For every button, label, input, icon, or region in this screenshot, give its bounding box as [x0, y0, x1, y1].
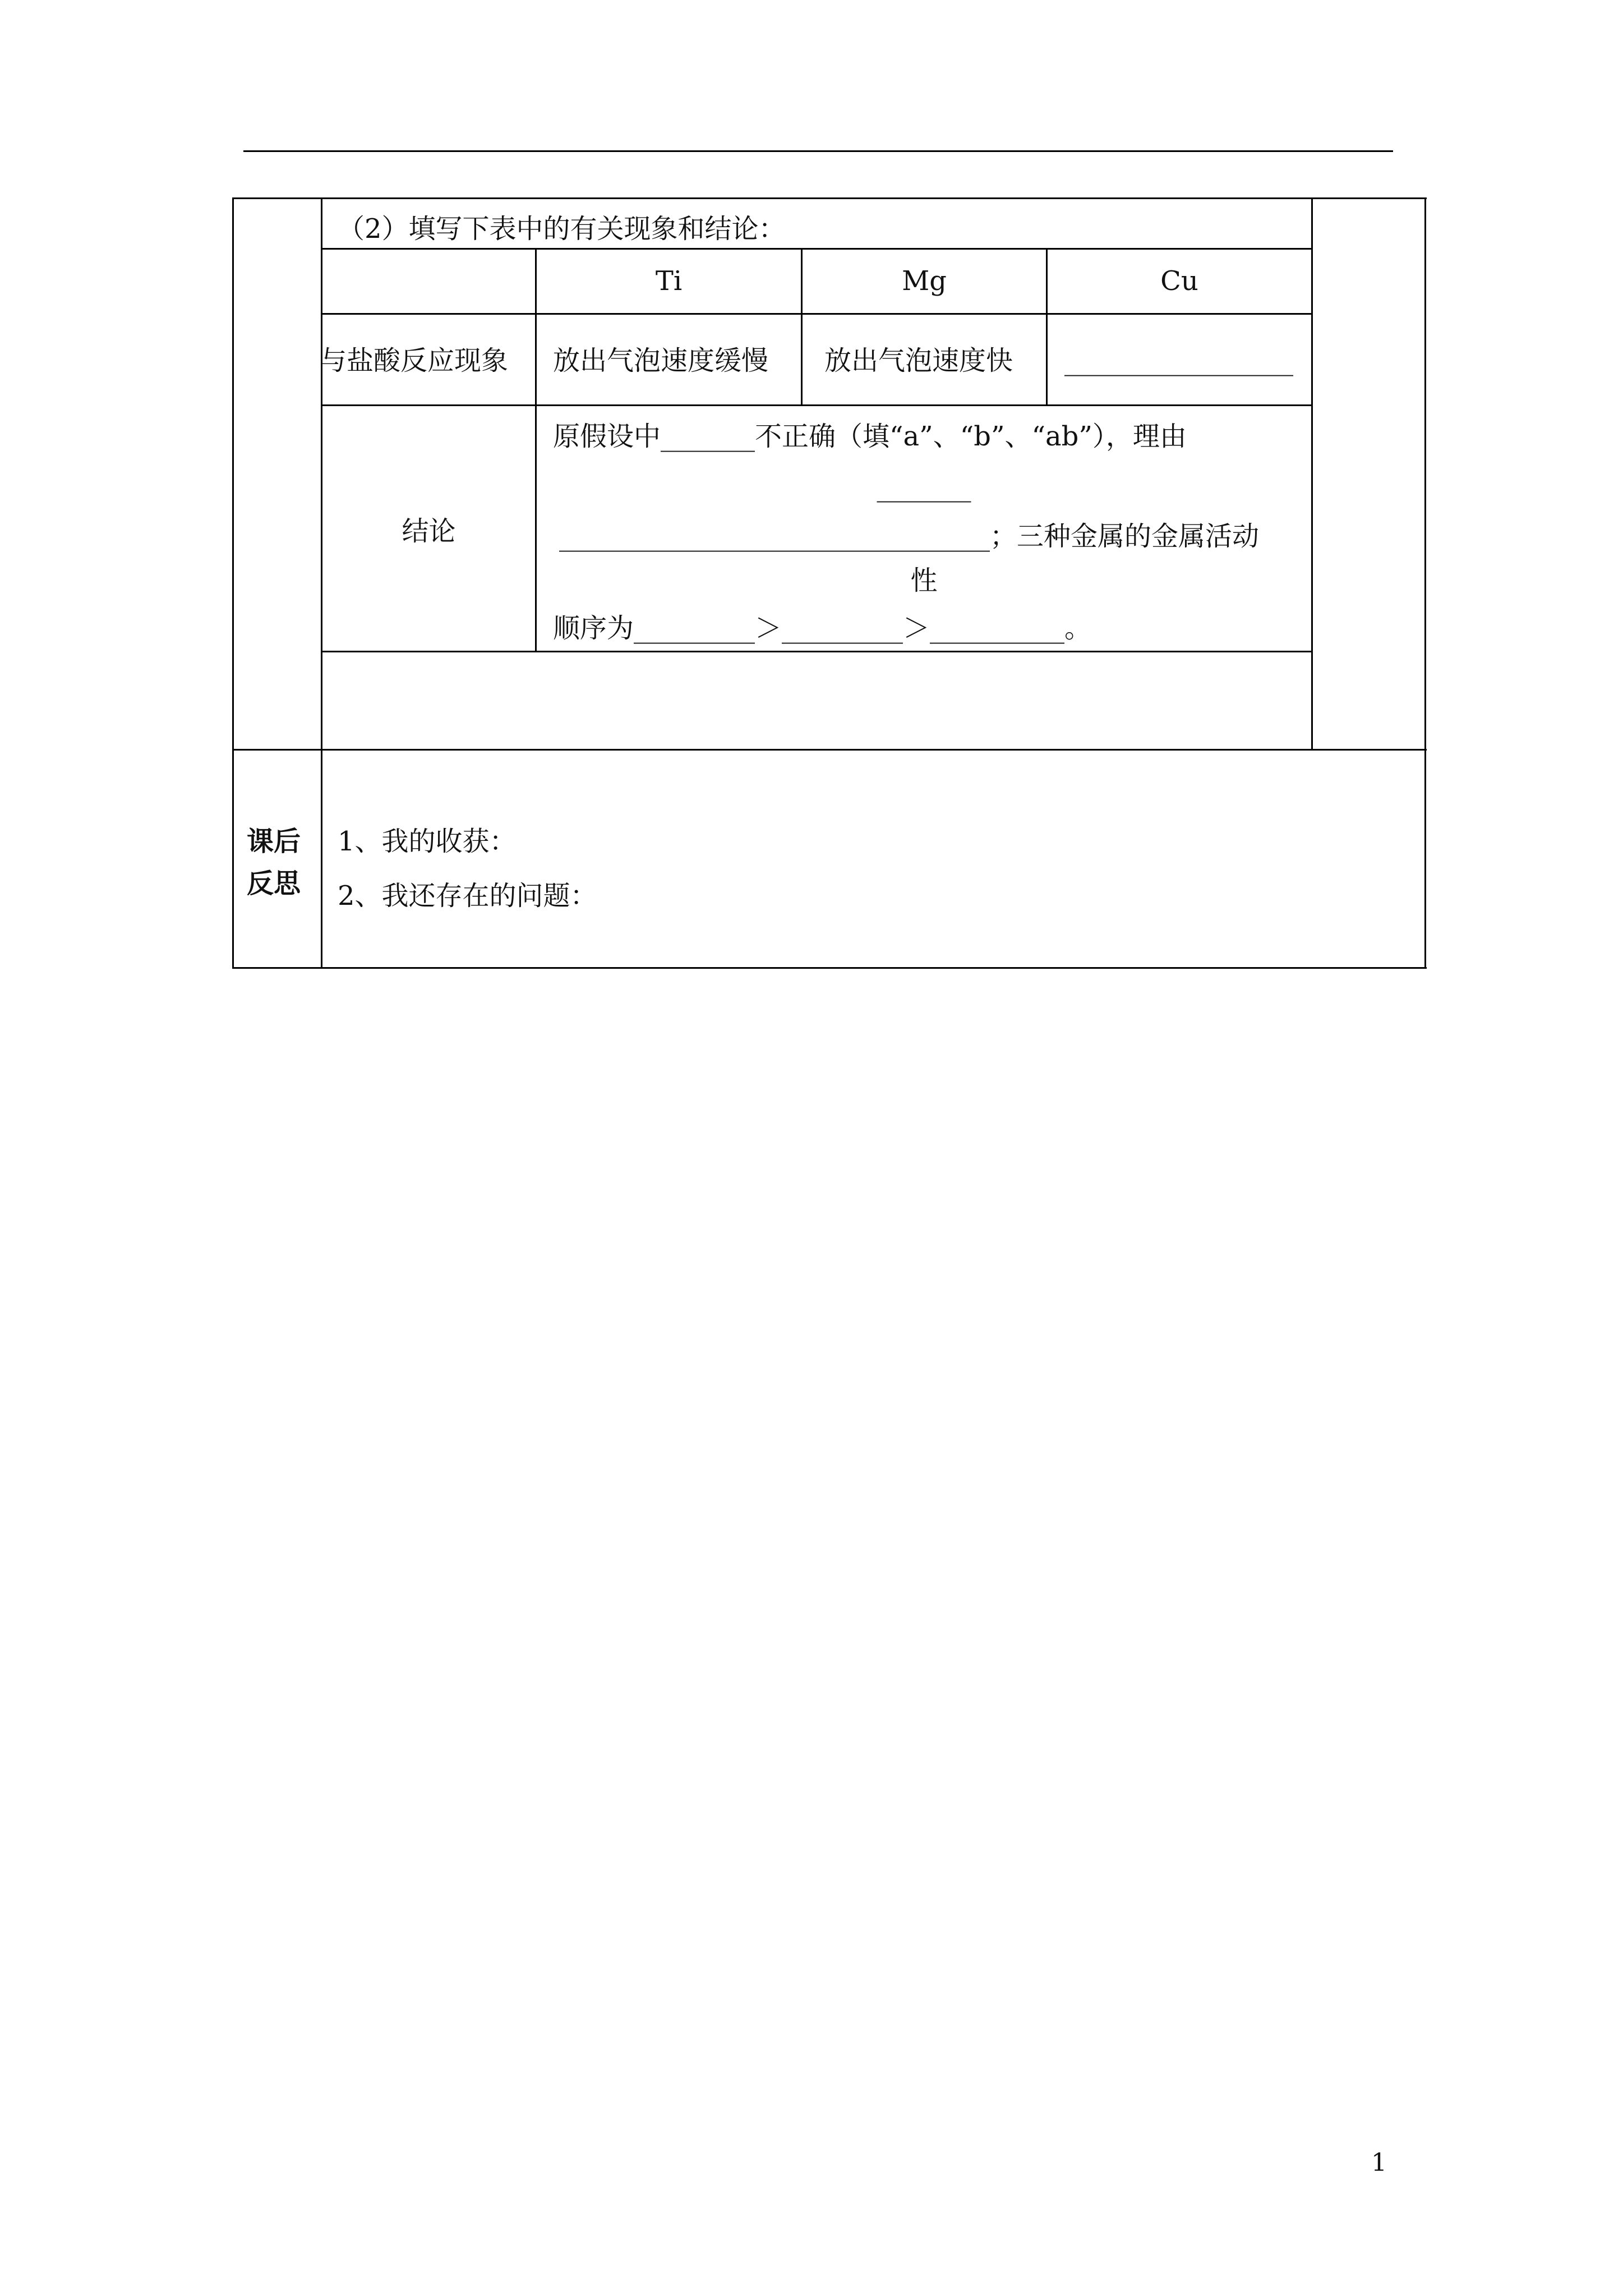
- conclusion-line-4: 性: [910, 565, 938, 596]
- reflection-gains: 1、我的收获：: [338, 826, 517, 857]
- conclusion-line-3: ________________________________；三种金属的金属活动: [559, 521, 1260, 552]
- conclusion-line-5: 顺序为_________＞_________＞__________。: [553, 613, 1092, 644]
- reflection-questions: 2、我还存在的问题：: [338, 880, 597, 912]
- header-cu: Cu: [1160, 265, 1198, 297]
- reaction-ti-cell: 放出气泡速度缓慢: [553, 345, 769, 376]
- reaction-mg-cell: 放出气泡速度快: [824, 345, 1013, 376]
- conclusion-line-1: 原假设中_______不正确（填“a”、“b”、“ab”），理由: [553, 421, 1187, 452]
- header-mg: Mg: [902, 265, 947, 297]
- reaction-cu-blank: _________________: [1064, 345, 1293, 376]
- header-ti: Ti: [655, 265, 683, 297]
- conclusion-row-label: 结论: [402, 516, 456, 547]
- section-instruction: （2）填写下表中的有关现象和结论：: [338, 213, 786, 245]
- page-number: 1: [1371, 2148, 1387, 2177]
- header-rule: [243, 150, 1393, 152]
- conclusion-line-2: _______: [877, 471, 971, 503]
- reaction-row-label: 与盐酸反应现象: [320, 345, 509, 376]
- reflection-label-1: 课后: [247, 826, 301, 857]
- reflection-label-2: 反思: [247, 868, 301, 899]
